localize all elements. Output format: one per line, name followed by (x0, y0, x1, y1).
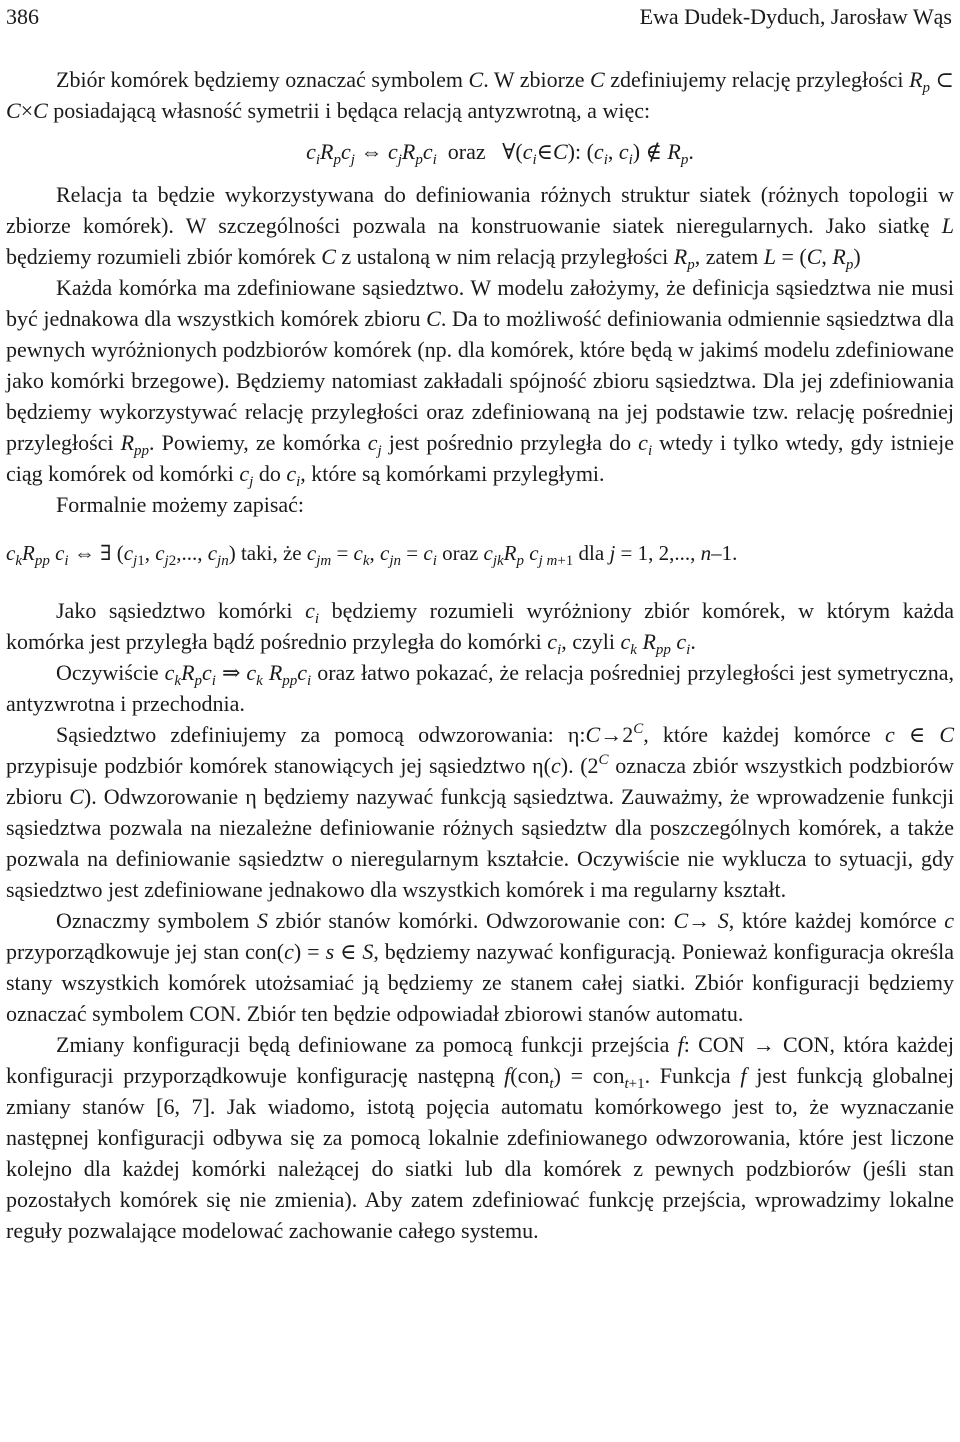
paragraph-8: Oznaczmy symbolem S zbiór stanów komórki. Odwzorowanie con: C→ S, które każdej komórce c przyporządkowuje jej stan con(c) = s ∈ S, będziemy nazywać konfiguracją. Ponieważ konfiguracja określa stany wszystkich komórek utożsamiać ją będziemy ze stanem całej siatki. Zbiór konfiguracji będziemy oznaczać symbolem CON. Zbiór ten będzie odpowiadał zbiorowi stanów automatu. (6, 908, 955, 1026)
running-header (6, 2, 952, 36)
symbol: C (468, 67, 484, 92)
text: Oczywiście (56, 660, 165, 685)
text: Relacja ta będzie wykorzystywana do definiowania różnych struktur siatek (różnych topologii w zbiorze komórek). W szczególności pozwala na konstruowanie siatek nieregularnych. Jako siatkę (6, 182, 954, 238)
text: będziemy rozumieli wyróżniony zbiór komórek, w którym każda komórka jest przyległa bądź pośrednio przyległa do komórki (6, 598, 955, 654)
text: będziemy nazywać funkcją sąsiedztwa. Zauważmy, że wprowadzenie funkcji sąsiedztwa pozwala na niezależne definiowanie różnych sąsiedztw dla poszczególnych komórek, a także pozwala na definiowanie sąsiedztw o nieregularnym kształcie. Oczywiście nie wyklucza to sytuacji, gdy sąsiedztwo jest zdefiniowane jednakowo dla wszystkich komórek i ma regularny kształt. (6, 784, 954, 902)
text: posiadającą własność symetrii i będąca relacją antyzwrotną, a więc: (47, 98, 651, 123)
text: . Powiemy, ze komórka (149, 430, 368, 455)
text: ). Odwzorowanie (83, 784, 246, 809)
text: Każda komórka ma zdefiniowane sąsiedztwo. W modelu założymy, że definicja sąsiedztwa nie musi być jednakowa dla wszystkich komórek zbioru (6, 275, 954, 331)
formula-indirect-adjacency: $c_kR_{pp}$ $c_i$ ⇔ ∃ ($c_{j1}$, $c_{j2}$,..., $c_{jn}$) taki, że $c_{jm} = c_k$, $c_{jn} = c_i$ oraz $c_{jk}R_p$ $c_{j m+1}$ dla j = 1, 2,..., n–1. (6, 541, 738, 569)
formula-word: dla (578, 541, 605, 565)
text: oraz łatwo pokazać, że relacja pośredniej przyległości jest symetryczna, antyzwrotna i przechodnia. (6, 660, 955, 716)
text: do (253, 461, 287, 486)
paragraph-6: Oczywiście $c_kR_pc_i$ ⇒ $c_k$ $R_{pp}c_i$ oraz łatwo pokazać, że relacja pośredniej przyległości jest symetryczna, antyzwrotna i przechodnia. (6, 660, 955, 716)
formula-word: taki, że (240, 541, 302, 565)
text: , czyli (561, 629, 621, 654)
formula-word: oraz (447, 139, 486, 164)
text: przypisuje podzbiór komórek stanowiących jej sąsiedztwo (6, 753, 533, 778)
formula-symmetry: $c_iR_pc_j$ ⇔ $c_jR_pc_i$ oraz $\forall(c_i\in C)$: ($c_i$, $c_i$) ∉ $R_p$. (306, 139, 694, 168)
text: , będziemy nazywać konfiguracją. Ponieważ konfiguracja określa stany wszystkich komórek utożsamiać ją będziemy ze stanem całej siatki. Zbiór konfiguracji będziemy oznaczać symbolem CON. Zbiór ten będzie odpowiadał zbiorowi stanów automatu. (6, 939, 954, 1026)
page-number: 386 (6, 4, 39, 29)
text: , które są komórkami przyległymi. (300, 461, 605, 486)
text: , które każdej komórce (643, 722, 885, 747)
text: wtedy i tylko wtedy, gdy istnieje ciąg komórek od komórki (6, 430, 954, 486)
text: z ustaloną w nim relacją przyległości (335, 244, 674, 269)
body-text (6, 64, 954, 1246)
text: Zmiany konfiguracji będą definiowane za pomocą funkcji przejścia (56, 1032, 678, 1057)
text: . Funkcja (644, 1063, 741, 1088)
text: , które każdej komórce (728, 908, 945, 933)
text: . W zbiorze (483, 67, 591, 92)
paragraph-1: Zbiór komórek będziemy oznaczać symbolem C. W zbiorze C zdefiniujemy relację przyległości $R_p$ ⊂ C×C posiadającą własność symetrii i będąca relacją antyzwrotną, a więc: (6, 67, 954, 123)
header-authors: Ewa Dudek-Dyduch, Jarosław Wąs (639, 4, 952, 29)
formula-word: oraz (442, 541, 479, 565)
text: Jako sąsiedztwo komórki (56, 598, 306, 623)
text: oznacza zbiór wszystkich podzbiorów zbioru (6, 753, 954, 809)
paragraph-4: Formalnie możemy zapisać: (56, 492, 305, 517)
text: zdefiniujemy relację przyległości (604, 67, 910, 92)
formula-word: = 1, 2,..., (620, 541, 701, 565)
paragraph-3: Każda komórka ma zdefiniowane sąsiedztwo. W modelu założymy, że definicja sąsiedztwa nie musi być jednakowa dla wszystkich komórek zbioru C. Da to możliwość definiowania odmiennie sąsiedztwa dla pewnych wyróżnionych podzbiorów komórek (np. dla komórek, które będą w jakimś modelu zdefiniowane jako komórki brzegowe). Będziemy natomiast zakładali spójność zbioru sąsiedztwa. Dla jej zdefiniowania będziemy wykorzystywać relację przyległości oraz zdefiniowaną na jej podstawie tzw. relację pośredniej przyległości $R_{pp}$. Powiemy, ze komórka $c_j$ jest pośrednio przyległa do $c_i$ wtedy i tylko wtedy, gdy istnieje ciąg komórek od komórki $c_j$ do $c_i$, które są komórkami przyległymi. (6, 275, 954, 490)
text: Oznaczmy symbolem (56, 908, 257, 933)
text: zbiór stanów komórki. Odwzorowanie con: (267, 908, 674, 933)
paragraph-9: Zmiany konfiguracji będą definiowane za pomocą funkcji przejścia f: CON → CON, która każdej konfiguracji przyporządkowuje konfigurację następną f(con$_t$) = con$_{t+1}$. Funkcja f jest funkcją globalnej zmiany stanów [6, 7]. Jak wiadomo, istotą pojęcia automatu komórkowego jest to, że wyznaczanie następnej konfiguracji odbywa się za pomocą lokalnie zdefiniowanego odwzorowania, które jest liczone kolejno dla każdej komórki należącej do siatki lub dla komórek z pewnych podzbiorów (jeśli stan pozostałych komórek się nie zmienia). Aby zatem zdefiniować funkcję przejścia, wprowadzimy lokalne reguły pozwalające modelować zachowanie całego systemu. (6, 1032, 954, 1243)
paragraph-5: Jako sąsiedztwo komórki $c_i$ będziemy rozumieli wyróżniony zbiór komórek, w którym każda komórka jest przyległa bądź pośrednio przyległa do komórki $c_i$, czyli $c_k$ $R_{pp}$ $c_i$. (6, 598, 955, 658)
paragraph-7: Sąsiedztwo zdefiniujemy za pomocą odwzorowania: $\eta:C\to 2^C$, które każdej komórce c ∈ C przypisuje podzbiór komórek stanowiących jej sąsiedztwo η(c). ($2^C$ oznacza zbiór wszystkich podzbiorów zbioru C). Odwzorowanie η będziemy nazywać funkcją sąsiedztwa. Zauważmy, że wprowadzenie funkcji sąsiedztwa pozwala na niezależne definiowanie różnych sąsiedztw dla poszczególnych komórek, a także pozwala na definiowanie sąsiedztw o nieregularnym kształcie. Oczywiście nie wyklucza to sytuacji, gdy sąsiedztwo jest zdefiniowane jednakowo dla wszystkich komórek i ma regularny kształt. (6, 721, 954, 902)
text: , zatem (694, 244, 764, 269)
text: będziemy rozumieli zbiór komórek (6, 244, 322, 269)
text: . Da to możliwość definiowania odmiennie sąsiedztwa dla pewnych wyróżnionych podzbiorów komórek (np. dla komórek, które będą w jakimś modelu zdefiniowane jako komórki brzegowe). Będziemy natomiast zakładali spójność zbioru sąsiedztwa. Dla jej zdefiniowania będziemy wykorzystywać relację przyległości oraz zdefiniowaną na jej podstawie tzw. relację pośredniej przyległości (6, 306, 954, 455)
text: przyporządkowuje jej stan con( (6, 939, 285, 964)
text: jest pośrednio przyległa do (381, 430, 639, 455)
text: Zbiór komórek będziemy oznaczać symbolem (56, 67, 469, 92)
paragraph-2: Relacja ta będzie wykorzystywana do definiowania różnych struktur siatek (różnych topologii w zbiorze komórek). W szczególności pozwala na konstruowanie siatek nieregularnych. Jako siatkę L będziemy rozumieli zbiór komórek C z ustaloną w nim relacją przyległości $R_p$, zatem L = (C, $R_p$) (6, 182, 954, 273)
text: : CON → CON, która każdej konfiguracji przyporządkowuje konfigurację następną (6, 1032, 954, 1088)
text: Sąsiedztwo zdefiniujemy za pomocą odwzorowania: (56, 722, 568, 747)
text: jest funkcją globalnej zmiany stanów [6, 7]. Jak wiadomo, istotą pojęcia automatu komórkowego jest to, że wyznaczanie następnej konfiguracji odbywa się za pomocą lokalnie zdefiniowanego odwzorowania, które jest liczone kolejno dla każdej komórki należącej do siatki lub dla komórek z pewnych podzbiorów (jeśli stan pozostałych komórek się nie zmienia). Aby zatem zdefiniować funkcję przejścia, wprowadzimy lokalne reguły pozwalające modelować zachowanie całego systemu. (6, 1063, 954, 1243)
